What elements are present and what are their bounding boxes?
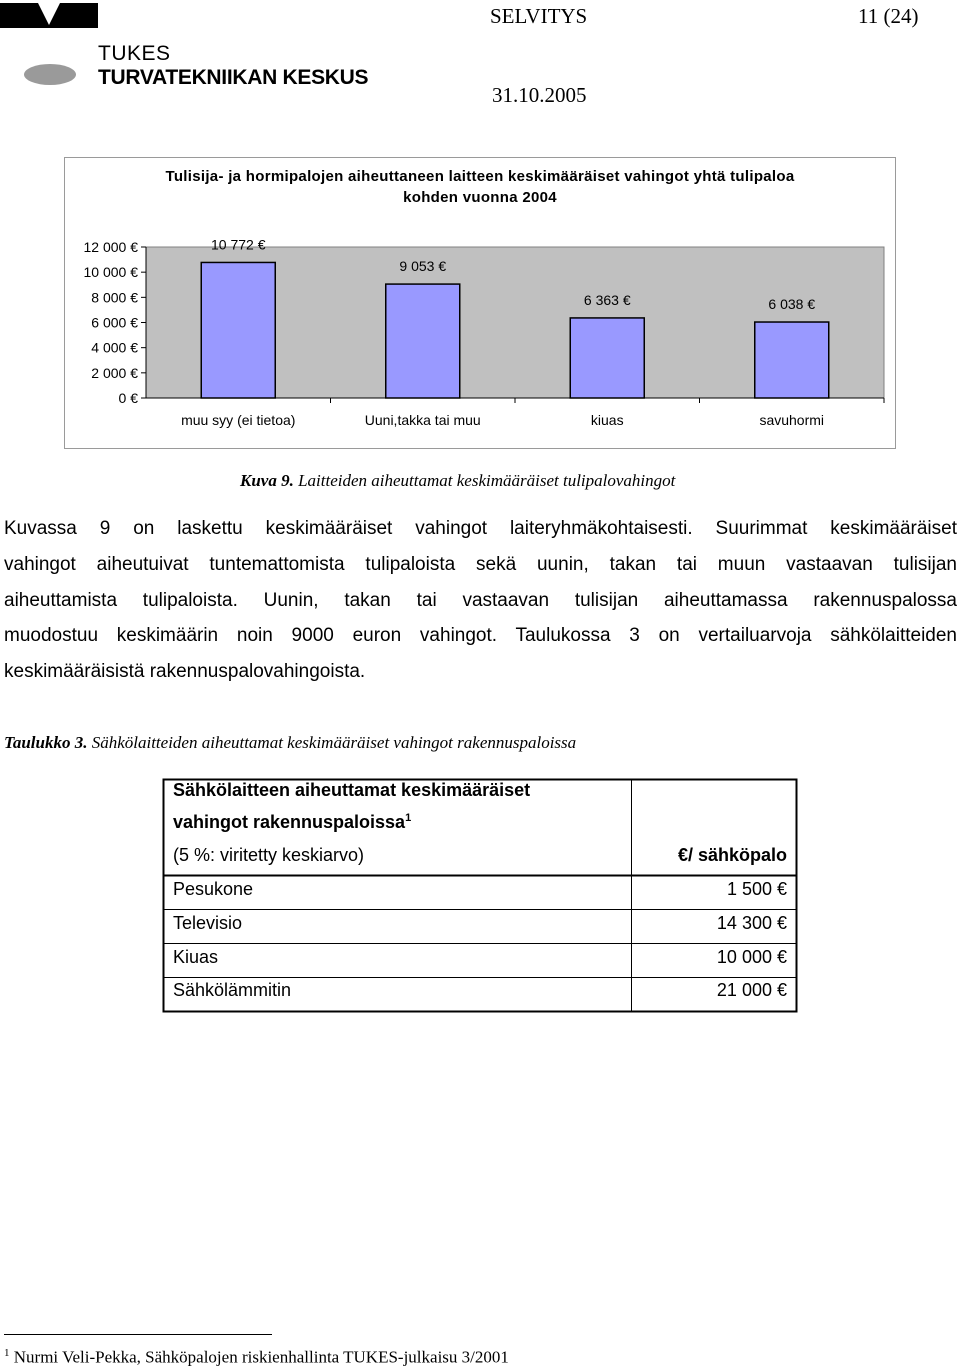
chart-data-label: 10 772 € — [211, 236, 266, 253]
table-header-footnote-mark: 1 — [405, 812, 412, 824]
body-line-1: Kuvassa 9 on laskettu keskimääräiset vahingot laiteryhmäkohtaisesti. Suurimmat keskimääräiset — [4, 518, 957, 539]
chart-x-tick-label: kiuas — [590, 412, 624, 428]
table-header-line2 — [173, 812, 411, 833]
document-date: 31.10.2005 — [492, 83, 587, 107]
page-number: 11 (24) — [858, 4, 919, 28]
chart-data-label: 6 363 € — [583, 291, 631, 308]
table-row-item: Pesukone — [173, 879, 254, 899]
footnote-rule — [4, 1334, 272, 1335]
table-header-line3: (5 %: viritetty keskiarvo) — [173, 845, 365, 865]
table-row-value: 1 500 € — [726, 879, 787, 899]
document-type: SELVITYS — [490, 4, 588, 28]
chart-y-tick-label: 6 000 € — [91, 314, 138, 331]
logo-text-tukes: TUKES — [98, 42, 171, 65]
table-row-item: Sähkölämmitin — [173, 980, 292, 1000]
chart-data-label: 9 053 € — [399, 258, 447, 275]
table-row-item: Televisio — [173, 913, 243, 933]
figure-caption-label: Kuva 9. — [240, 471, 294, 490]
table-row-item: Kiuas — [173, 947, 219, 967]
body-line-2: vahingot aiheutuivat tuntemattomista tulipaloista sekä uunin, takan tai muun vastaavan tulisijan — [4, 554, 957, 575]
table-header-line2-text: vahingot rakennuspaloissa — [173, 812, 406, 832]
chart-title-line1: Tulisija- ja hormipalojen aiheuttaneen laitteen keskimääräiset vahingot yhtä tulipaloa — [165, 168, 795, 185]
body-line-3: aiheuttamista tulipaloista. Uunin, takan tai vastaavan tulisijan aiheuttamassa rakennuspalossa — [4, 590, 957, 611]
body-line-4: muodostuu keskimäärin noin 9000 euron vahingot. Taulukossa 3 on vertailuarvoja sähkölaitteiden — [4, 625, 957, 646]
chart-y-tick-label: 12 000 € — [83, 239, 138, 255]
table-caption-text: Sähkölaitteiden aiheuttamat keskimääräiset vahingot rakennuspaloissa — [91, 733, 577, 752]
chart-data-label: 6 038 € — [768, 296, 816, 313]
chart-x-tick-label: muu syy (ei tietoa) — [181, 412, 296, 428]
footnote-text: Nurmi Veli-Pekka, Sähköpalojen riskienhallinta TUKES-julkaisu 3/2001 — [13, 1347, 509, 1367]
figure-caption-text: Laitteiden aiheuttamat keskimääräiset tulipalovahingot — [298, 471, 676, 490]
chart-y-tick-label: 10 000 € — [83, 264, 138, 281]
table-row-value: 21 000 € — [716, 980, 787, 1000]
chart-y-tick-label: 0 € — [118, 390, 138, 406]
chart-x-tick-label: savuhormi — [759, 412, 825, 428]
footnote — [4, 1347, 509, 1368]
body-line-5: keskimääräisistä rakennuspalovahingoista. — [4, 661, 366, 682]
chart-y-tick-label: 8 000 € — [91, 289, 138, 306]
chart-title-line2: kohden vuonna 2004 — [403, 189, 557, 206]
chart-x-tick-label: Uuni,takka tai muu — [364, 412, 481, 428]
table-unit-header: €/ sähköpalo — [677, 845, 787, 865]
chart-y-tick-label: 2 000 € — [91, 364, 138, 381]
footnote-mark: 1 — [4, 1347, 10, 1359]
table-caption-label: Taulukko 3. — [4, 733, 88, 752]
table-row-value: 14 300 € — [716, 913, 787, 933]
table-header-line1: Sähkölaitteen aiheuttamat keskimääräiset — [173, 780, 531, 800]
chart-y-tick-label: 4 000 € — [91, 339, 138, 356]
logo-text-organization: TURVATEKNIIKAN KESKUS — [98, 66, 369, 89]
table-row-value: 10 000 € — [716, 947, 787, 967]
